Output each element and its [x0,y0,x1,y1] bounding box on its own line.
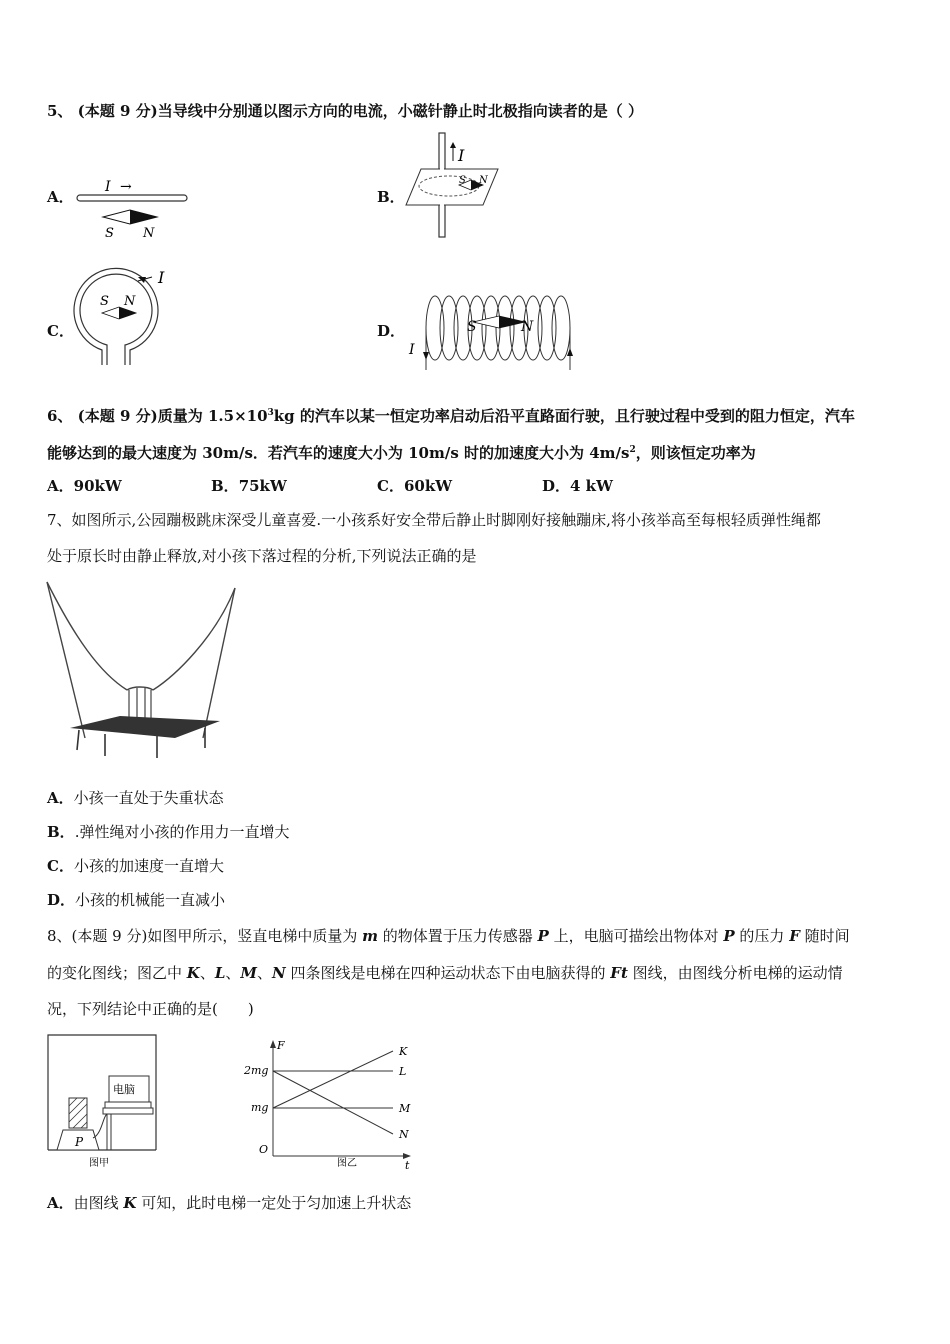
q8-tick-mg: mg [251,1101,269,1114]
q6-option-a-text: 90kW [73,477,122,495]
q8-line-label-k: K [399,1045,408,1058]
q5-number: 5、 [47,102,73,120]
q8-f-label: F [277,1039,285,1052]
q7-option-d[interactable] [47,890,225,910]
q7-option-a-label: A． [47,789,74,807]
q8-l2c: 图线，由图线分析电梯的运动情 [627,964,843,982]
q7-option-c-label: C． [47,857,74,875]
q7-harness [127,687,153,690]
q6-option-c-label: C． [377,477,404,495]
q7-line1: 7、如图所示,公园蹦极跳床深受儿童喜爱.一小孩系好安全带后静止时脚刚好接触蹦床,将小孩举高至每根轻质弹性绳都 [47,511,821,529]
q8-var-n: N [272,964,286,982]
q8-t-label: t [405,1159,410,1172]
q5c-s: S [100,294,109,309]
q5c-n: N [124,294,136,309]
q5d-current-label: I [409,342,415,358]
q8-line-k [273,1051,393,1108]
q8-sensor-cable [93,1114,107,1138]
q7-left-rope [47,582,127,690]
q7-right-pole [203,588,235,738]
q8-var-k: K [186,964,200,982]
q8-option-a-post: 可知，此时电梯一定处于匀加速上升状态 [136,1194,412,1212]
q7-option-b-label: B． [47,823,75,841]
q5d-s: S [467,319,477,335]
q8-var-l: L [214,964,226,982]
q8-var-p2: P [723,927,735,945]
q5a-needle-n [130,210,157,224]
q8-l1c: 上，电脑可描绘出物体对 [548,927,724,945]
q5d-n: N [521,319,534,335]
q6-option-d-text: 4 kW [570,477,613,495]
q7-line2: 处于原长时由静止释放,对小孩下落过程的分析,下列说法正确的是 [47,547,477,565]
q5-option-a-label[interactable]: A． [47,188,74,206]
q6-line2-post: ，则该恒定功率为 [635,444,756,462]
q8-tick-2mg: 2mg [244,1064,269,1077]
q5b-s: S [459,175,466,186]
q8-l2a: 的变化图线；图乙中 [47,964,187,982]
q8-computer-label: 电脑 [113,1083,135,1096]
q8-var-m2: M [240,964,258,982]
q6-line1-post: kg 的汽车以某一恒定功率启动后沿平直路面行驶，且行驶过程中受到的阻力恒定，汽车 [273,407,855,425]
q6-line2 [47,440,756,463]
q7-option-d-text: 小孩的机械能一直减小 [75,891,226,909]
q7-trampoline-figure [45,578,240,768]
q5-text: (本题 9 分)当导线中分别通以图示方向的电流，小磁针静止时北极指向读者的是（ ） [77,102,643,120]
q6-option-b[interactable] [211,476,287,496]
q8-sep1: 、 [199,964,215,982]
q8-l1e: 随时间 [799,927,850,945]
q8-l2b: 四条图线是电梯在四种运动状态下由电脑获得的 [285,964,611,982]
q5-fig-d [405,288,580,373]
q8-keyboard [105,1102,151,1108]
q8-option-a-pre: 由图线 [73,1194,124,1212]
q5c-current-label: I [158,268,165,287]
q8-sensor-label: P [75,1135,84,1149]
q5-fig-a [75,175,195,245]
q8-fig-jia [47,1034,159,1170]
q7-child [129,688,151,718]
q7-option-a-text: 小孩一直处于失重状态 [73,789,224,807]
q5b-arrowhead [450,142,456,148]
q8-f-axis-arrow [270,1040,276,1048]
q5b-current-label: I [458,146,465,165]
q5a-current-label: I [105,179,111,195]
q5-option-d-label[interactable]: D． [377,322,406,340]
q8-line2 [47,963,843,983]
q8-line-n [273,1071,393,1134]
q5a-s: S [105,226,114,241]
q8-option-a-k: K [123,1194,137,1212]
q7-right-rope [153,588,235,690]
q8-line3: 况，下列结论中正确的是( ) [47,1000,254,1018]
q7-option-a[interactable] [47,788,224,808]
q8-sep2: 、 [225,964,241,982]
q6-option-d[interactable] [542,476,613,496]
q8-fig-yi-caption: 图乙 [337,1158,357,1169]
q5b-n: N [479,175,488,186]
q7-option-c[interactable] [47,856,224,876]
q8-option-a[interactable] [47,1193,411,1213]
q6-option-d-label: D． [542,477,571,495]
q8-var-p: P [537,927,549,945]
q7-left-pole [47,582,85,738]
q8-var-f: F [789,927,800,945]
q8-line-label-n: N [399,1128,409,1141]
q5-fig-c [72,265,182,377]
q5a-current-arrow: → [120,179,132,195]
q5b-wire-front [440,167,444,207]
q5a-wire [77,195,187,201]
q5-fig-b [403,133,503,241]
q6-option-a[interactable] [47,476,122,496]
q6-option-b-text: 75kW [238,477,287,495]
q6-line1-pre: (本题 9 分)质量为 1.5×10 [77,407,268,425]
q8-fig-jia-caption: 图甲 [89,1158,109,1169]
q7-leg [77,730,79,750]
q6-exp3: 3 [267,408,274,418]
q8-table-top [103,1108,153,1114]
q8-sep3: 、 [257,964,273,982]
q5-stem [47,101,643,121]
q8-option-a-label: A． [47,1194,74,1212]
q5a-n: N [143,226,155,241]
q7-option-b[interactable] [47,822,289,842]
q7-bed [70,716,220,738]
q5d-arrow-left [423,352,429,360]
q8-var-ft: Ft [610,964,628,982]
q8-line-label-l: L [399,1065,407,1078]
q6-exp2: 2 [629,445,636,455]
q5c-loop-inner [80,274,152,365]
q5-option-b-label[interactable]: B． [377,188,405,206]
q8-line1 [47,926,850,946]
q8-graph-lines [273,1051,393,1134]
q8-l1a: 8、(本题 9 分)如图甲所示，竖直电梯中质量为 [47,927,363,945]
q6-option-c[interactable] [377,476,452,496]
q6-number: 6、 [47,407,73,425]
q8-line-label-m: M [399,1102,411,1115]
q7-option-c-text: 小孩的加速度一直增大 [73,857,224,875]
q7-option-b-text: .弹性绳对小孩的作用力一直增大 [74,823,290,841]
q5-option-c-label[interactable]: C． [47,322,74,340]
q6-line2-pre: 能够达到的最大速度为 30m/s．若汽车的速度大小为 10m/s 时的加速度大小为 4m/s [47,444,630,462]
q6-line1 [47,403,855,426]
q6-option-b-label: B． [211,477,239,495]
q8-fig-yi [243,1036,418,1170]
q8-origin: O [259,1143,269,1156]
q8-l1b: 的物体置于压力传感器 [377,927,538,945]
q8-var-m: m [362,927,378,945]
q8-graph-labels [398,1045,411,1141]
q6-option-a-label: A． [47,477,74,495]
q7-option-d-label: D． [47,891,76,909]
q8-l1d: 的压力 [734,927,790,945]
q6-option-c-text: 60kW [403,477,453,495]
